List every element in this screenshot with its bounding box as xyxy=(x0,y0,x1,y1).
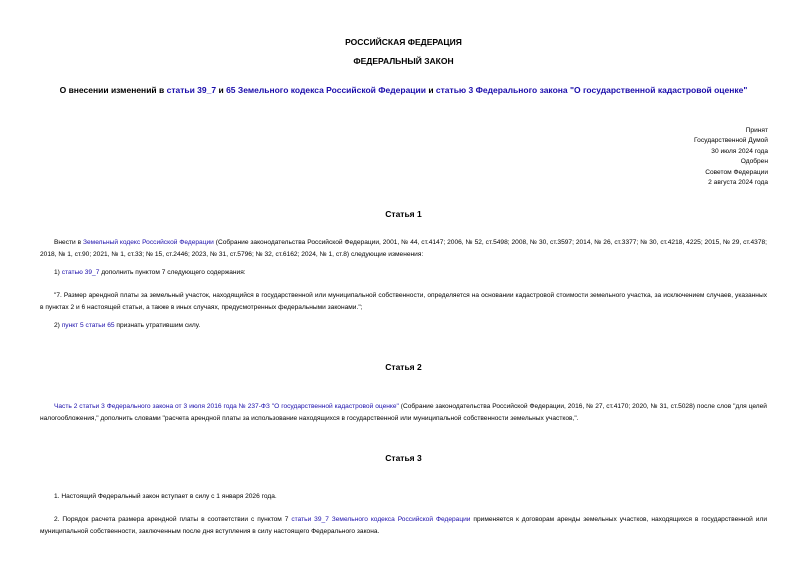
country-heading: РОССИЙСКАЯ ФЕДЕРАЦИЯ xyxy=(345,37,462,47)
law-title-mid2: и xyxy=(425,85,436,95)
article-2-text xyxy=(40,401,767,424)
article-1-intro xyxy=(40,237,767,260)
article-1-link-land-code[interactable]: Земельный кодекс Российской Федерации xyxy=(83,239,214,246)
law-title-mid1: и xyxy=(216,85,227,95)
adoption-line: Одобрен xyxy=(740,158,768,166)
law-title-link-article-39-7[interactable]: статьи 39_7 xyxy=(166,85,217,95)
doc-type-heading: ФЕДЕРАЛЬНЫЙ ЗАКОН xyxy=(353,56,454,66)
item-2-prefix: 2) xyxy=(54,322,62,329)
item-1-prefix: 1) xyxy=(54,269,62,276)
article-3-link-article-39-7[interactable]: статьи 39_7 Земельного кодекса Российской Федерации xyxy=(291,516,471,523)
article-2-title: Статья 2 xyxy=(385,362,422,372)
item-2-rest: признать утратившим силу. xyxy=(114,322,201,329)
adoption-block xyxy=(628,126,768,188)
item-1-link-article-39-7[interactable]: статью 39_7 xyxy=(61,269,100,276)
article-3-p1: 1. Настоящий Федеральный закон вступает в силу с 1 января 2026 года. xyxy=(54,493,277,500)
article-3-p2-prefix: 2. Порядок расчета размера арендной платы в соответствии с пунктом 7 xyxy=(54,516,292,523)
adoption-line: Принят xyxy=(745,127,768,134)
adoption-line: 30 июля 2024 года xyxy=(711,147,768,155)
article-1-title: Статья 1 xyxy=(385,209,422,219)
law-title-link-land-code[interactable]: 65 Земельного кодекса Российской Федерации xyxy=(226,85,426,95)
article-2-rest: (Собрание законодательства Российской Федерации, 2016, № 27, ст.4170; 2020, № 31, ст.5028) после слов "для целей налогообложения," дополнить словами "расчета арендной платы за использование находящихся в государственной или муниципальной собственности земельных участков,". xyxy=(40,403,767,422)
adoption-line: Государственной Думой xyxy=(694,137,768,145)
article-1-intro-rest: (Собрание законодательства Российской Федерации, 2001, № 44, ст.4147; 2006, № 52, ст.5498; 2008, № 30, ст.3597; 2014, № 26, ст.3377; № 30, ст.4218, 4225; 2015, № 29, ст.4378; 2018, № 1, ст.90; 2021, № 1, ст.33; № 15, ст.2446; 2023, № 31, ст.5796; № 32, ст.6162; 2024, № 1, ст.8) следующие изменения: xyxy=(40,239,768,258)
article-2-link-cadastral-law[interactable]: Часть 2 статьи 3 Федерального закона от 3 июля 2016 года № 237-ФЗ "О государственной кадастровой оценке" xyxy=(54,403,399,410)
adoption-line: 2 августа 2024 года xyxy=(708,179,768,187)
law-title-link-cadastral-law[interactable]: статью 3 Федерального закона "О государственной кадастровой оценке" xyxy=(435,85,748,95)
article-1-item-2 xyxy=(40,320,767,332)
law-title xyxy=(0,85,807,95)
article-1-intro-prefix: Внести в xyxy=(54,239,84,246)
article-1-quote: "7. Размер арендной платы за земельный участок, находящийся в государственной или муниципальной собственности, определяется на основании кадастровой стоимости земельного участка, за исключением случаев, указанных в пунктах 2 и 6 настоящей статьи, а также в иных случаях, предусмотренных федеральными законами."; xyxy=(40,292,767,311)
item-1-rest: дополнить пунктом 7 следующего содержания: xyxy=(99,269,246,276)
law-title-prefix: О внесении изменений в xyxy=(59,85,167,95)
item-2-link-article-65[interactable]: пункт 5 статьи 65 xyxy=(61,322,115,329)
article-3-title: Статья 3 xyxy=(385,453,422,463)
article-3-p2 xyxy=(40,514,767,537)
article-3-p2-rest: применяется к договорам аренды земельных участков, находящихся в государственной или муниципальной собственности, заключенным после дня вступления в силу настоящего Федерального закона. xyxy=(40,516,768,535)
adoption-line: Советом Федерации xyxy=(705,168,768,176)
article-1-item-1 xyxy=(40,267,767,279)
